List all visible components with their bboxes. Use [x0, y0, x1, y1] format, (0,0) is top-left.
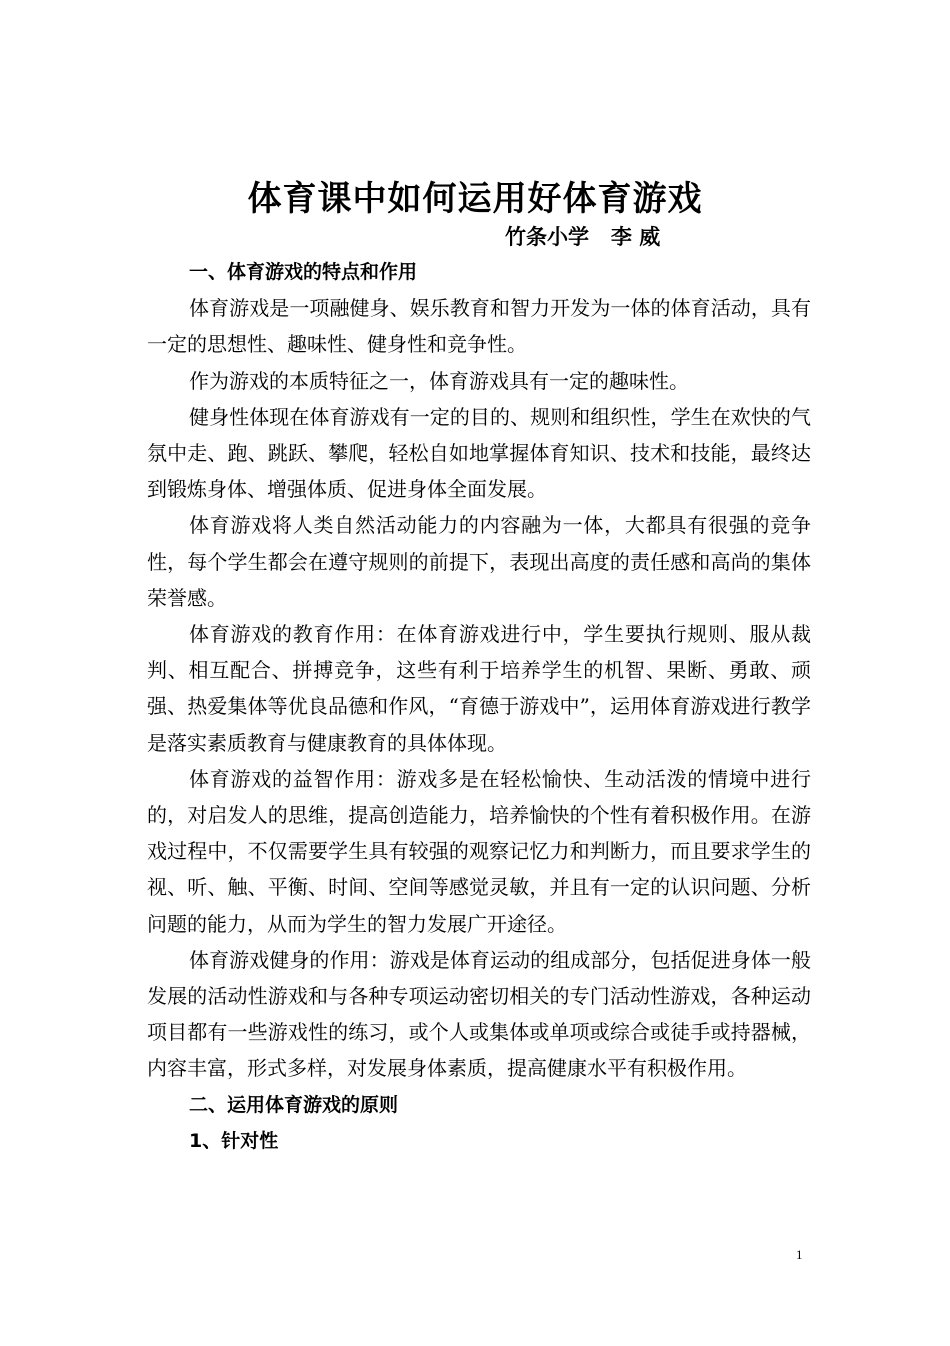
paragraph: 体育游戏的益智作用：游戏多是在轻松愉快、生动活泼的情境中进行的，对启发人的思维，提高创造能力，培养愉快的个性有着积极作用。在游戏过程中，不仅需要学生具有较强的观察记忆力和判断力，而且要求学生的视、听、触、平衡、时间、空间等感觉灵敏，并且有一定的认识问题、分析问题的能力，从而为学生的智力发展广开途径。: [147, 766, 811, 936]
author-byline: 竹条小学 李 威: [505, 225, 661, 249]
section-heading-1: 一、体育游戏的特点和作用: [189, 261, 418, 283]
paragraph: 健身性体现在体育游戏有一定的目的、规则和组织性，学生在欢快的气氛中走、跑、跳跃、攀爬，轻松自如地掌握体育知识、技术和技能，最终达到锻炼身体、增强体质、促进身体全面发展。: [147, 404, 811, 502]
paragraph: 体育游戏是一项融健身、娱乐教育和智力开发为一体的体育活动，具有一定的思想性、趣味性、健身性和竞争性。: [147, 296, 811, 357]
paragraph: 体育游戏健身的作用：游戏是体育运动的组成部分，包括促进身体一般发展的活动性游戏和与各种专项运动密切相关的专门活动性游戏，各种运动项目都有一些游戏性的练习，或个人或集体或单项或综合或徒手或持器械，内容丰富，形式多样，对发展身体素质，提高健康水平有积极作用。: [147, 947, 811, 1081]
paragraph: 体育游戏的教育作用：在体育游戏进行中，学生要执行规则、服从裁判、相互配合、拼搏竞争，这些有利于培养学生的机智、果断、勇敢、顽强、热爱集体等优良品德和作风，“育德于游戏中”，运用体育游戏进行教学是落实素质教育与健康教育的具体体现。: [147, 622, 811, 755]
section-heading-2: 二、运用体育游戏的原则: [189, 1093, 399, 1116]
paragraph: 作为游戏的本质特征之一，体育游戏具有一定的趣味性。: [189, 368, 689, 393]
document-title: 体育课中如何运用好体育游戏: [247, 179, 703, 219]
page-number: 1: [796, 1247, 803, 1262]
subsection-heading: 1、针对性: [189, 1129, 279, 1152]
document-body: [147, 254, 811, 1159]
paragraph: 体育游戏将人类自然活动能力的内容融为一体，大都具有很强的竞争性，每个学生都会在遵守规则的前提下，表现出高度的责任感和高尚的集体荣誉感。: [147, 513, 811, 610]
